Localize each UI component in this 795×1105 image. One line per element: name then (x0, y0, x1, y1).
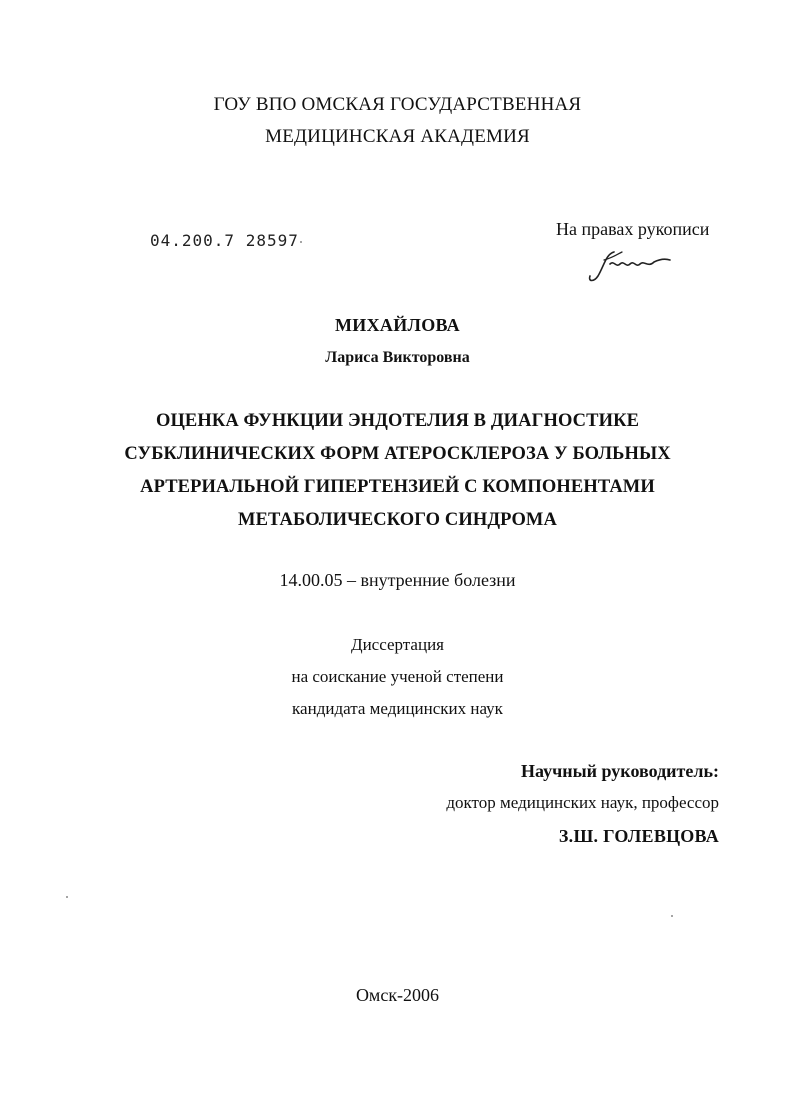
city-year: Омск-2006 (355, 985, 440, 1005)
author-given-names: Лариса Викторовна (325, 349, 470, 366)
signature-image (584, 246, 674, 286)
supervisor-title: доктор медицинских наук, профессор (446, 793, 719, 812)
archive-number: 04.200.7 28597 (150, 231, 299, 250)
specialty: 14.00.05 – внутренние болезни (279, 570, 516, 590)
institution-line-1: ГОУ ВПО ОМСКАЯ ГОСУДАРСТВЕННАЯ (213, 94, 582, 115)
author-surname: МИХАЙЛОВА (335, 315, 460, 335)
degree-line-1: Диссертация (350, 635, 444, 654)
scan-speck (300, 241, 302, 243)
degree-line-3: кандидата медицинских наук (292, 699, 503, 718)
rights-note: На правах рукописи (556, 219, 710, 239)
supervisor-name: З.Ш. ГОЛЕВЦОВА (558, 826, 719, 846)
title-line-4: МЕТАБОЛИЧЕСКОГО СИНДРОМА (238, 510, 557, 530)
institution-line-2: МЕДИЦИНСКАЯ АКАДЕМИЯ (265, 126, 530, 147)
title-line-2: СУБКЛИНИЧЕСКИХ ФОРМ АТЕРОСКЛЕРОЗА У БОЛЬНЫХ (124, 444, 671, 464)
degree-line-2: на соискание ученой степени (291, 667, 504, 686)
supervisor-label: Научный руководитель: (521, 761, 719, 781)
scan-speck (671, 915, 673, 917)
scan-speck (66, 896, 68, 898)
title-line-1: ОЦЕНКА ФУНКЦИИ ЭНДОТЕЛИЯ В ДИАГНОСТИКЕ (155, 411, 640, 431)
title-line-3: АРТЕРИАЛЬНОЙ ГИПЕРТЕНЗИЕЙ С КОМПОНЕНТАМИ (140, 477, 655, 497)
